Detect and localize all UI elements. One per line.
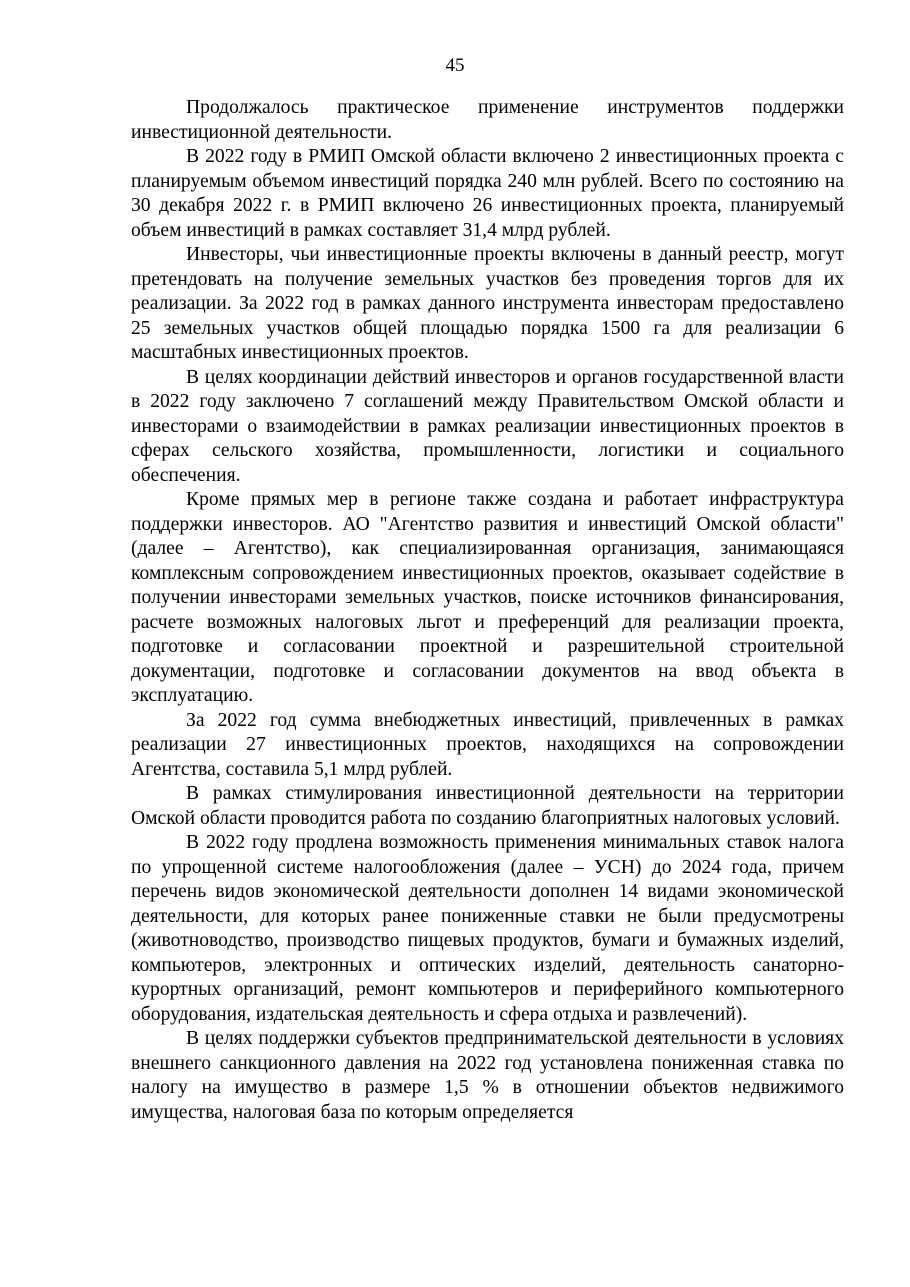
page-number: 45 [445, 55, 465, 76]
paragraph-usn-rates: В 2022 году продлена возможность применения минимальных ставок налога по упрощенной системе налогообложения (далее – УСН) до 2024 года, причем перечень видов экономической деятельности дополнен 14 видами экономической деятельности, для которых ранее пониженные ставки не были предусмотрены (животноводство, производство пищевых продуктов, бумаги и бумажных изделий, компьютеров, электронных и оптических изделий, деятельность санаторно-курортных организаций, ремонт компьютеров и периферийного компьютерного оборудования, издательская деятельность и сфера отдыха и развлечений). [131, 832, 844, 1025]
paragraph-rmip-projects: В 2022 году в РМИП Омской области включено 2 инвестиционных проекта с планируемым объемом инвестиций порядка 240 млн рублей. Всего по состоянию на 30 декабря 2022 г. в РМИП включено 26 инвестиционных проекта, планируемый объем инвестиций в рамках составляет 31,4 млрд рублей. [131, 146, 844, 241]
paragraph-property-tax: В целях поддержки субъектов предпринимательской деятельности в условиях внешнего санкционного давления на 2022 год установлена пониженная ставка по налогу на имущество в размере 1,5 % в отношении объектов недвижимого имущества, налоговая база по которым определяется [131, 1028, 844, 1123]
paragraph-tax-conditions: В рамках стимулирования инвестиционной деятельности на территории Омской области проводится работа по созданию благоприятных налоговых условий. [131, 783, 844, 829]
document-body [131, 96, 844, 1125]
paragraph-agency-support: Кроме прямых мер в регионе также создана и работает инфраструктура поддержки инвесторов. АО "Агентство развития и инвестиций Омской области" (далее – Агентство), как специализированная организация, занимающаяся комплексным сопровождением инвестиционных проектов, оказывает содействие в получении инвесторами земельных участков, поиске источников финансирования, расчете возможных налоговых льгот и преференций для реализации проекта, подготовке и согласовании проектной и разрешительной строительной документации, подготовке и согласовании документов на ввод объекта в эксплуатацию. [131, 489, 844, 706]
paragraph-land-plots: Инвесторы, чьи инвестиционные проекты включены в данный реестр, могут претендовать на получение земельных участков без проведения торгов для их реализации. За 2022 год в рамках данного инструмента инвесторам предоставлено 25 земельных участков общей площадью порядка 1500 га для реализации 6 масштабных инвестиционных проектов. [131, 244, 844, 363]
paragraph-agency-investments: За 2022 год сумма внебюджетных инвестиций, привлеченных в рамках реализации 27 инвестиционных проектов, находящихся на сопровождении Агентства, составила 5,1 млрд рублей. [131, 709, 844, 780]
paragraph-agreements: В целях координации действий инвесторов и органов государственной власти в 2022 году заключено 7 соглашений между Правительством Омской области и инвесторами о взаимодействии в рамках реализации инвестиционных проектов в сферах сельского хозяйства, промышленности, логистики и социального обеспечения. [131, 366, 844, 486]
paragraph-investment-tools: Продолжалось практическое применение инструментов поддержки инвестиционной деятельности. [131, 97, 844, 143]
